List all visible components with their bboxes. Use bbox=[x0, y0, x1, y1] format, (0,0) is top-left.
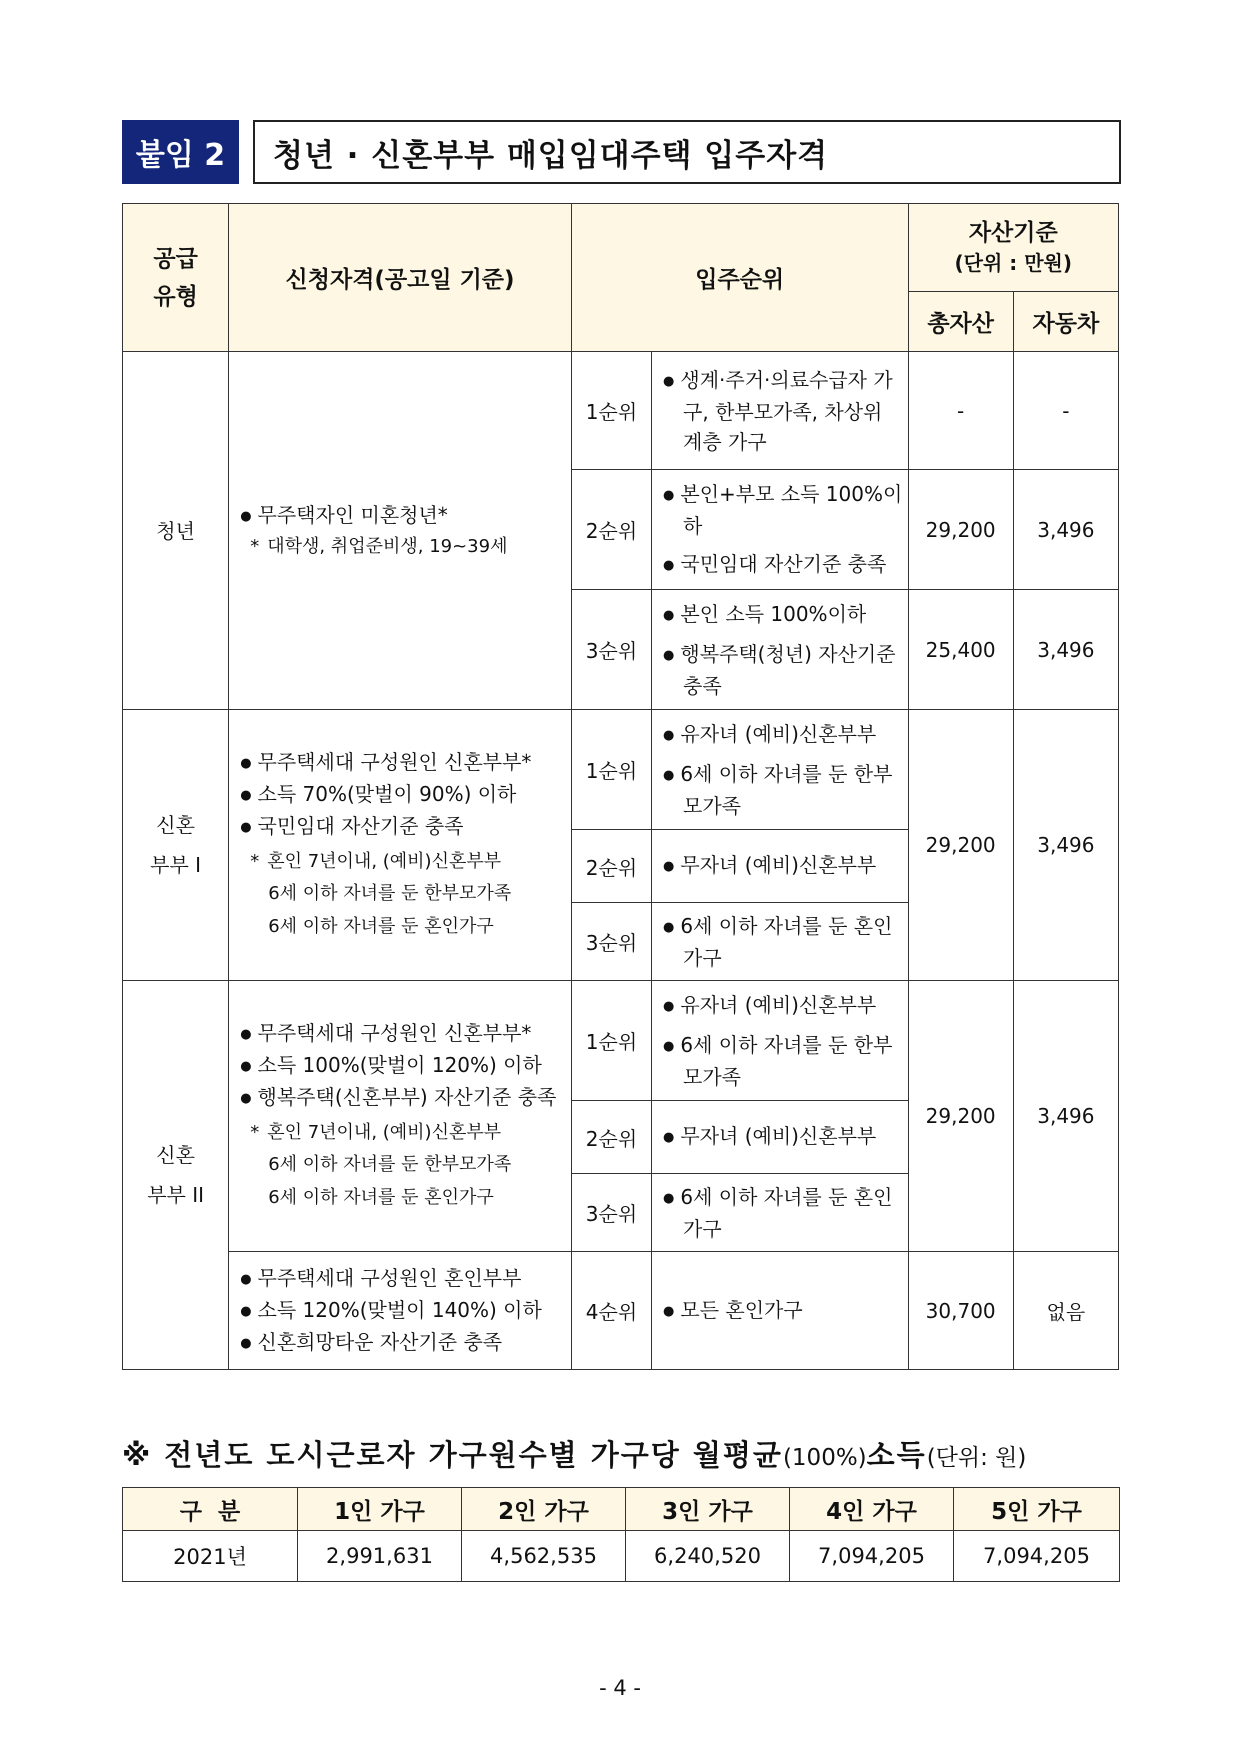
rank-label: 3순위 bbox=[571, 590, 651, 710]
youth-note: * 대학생, 취업준비생, 19~39세 bbox=[250, 535, 508, 557]
rank-label: 1순위 bbox=[571, 710, 651, 830]
attachment-badge: 붙임 2 bbox=[122, 120, 239, 184]
col-total-assets: 총자산 bbox=[908, 292, 1013, 352]
table-row bbox=[123, 710, 1119, 830]
income-table bbox=[122, 1487, 1120, 1582]
vehicle-value: 3,496 bbox=[1013, 981, 1118, 1252]
col-priority: 입주순위 bbox=[571, 204, 908, 352]
vehicle-value: - bbox=[1013, 352, 1118, 470]
rank-label: 3순위 bbox=[571, 1174, 651, 1252]
total-assets-value: 30,700 bbox=[908, 1252, 1013, 1370]
type-newlywed-1: 신혼 부부 I bbox=[123, 710, 229, 981]
type-youth: 청년 bbox=[123, 352, 229, 710]
rank-desc: ● 유자녀 (예비)신혼부부 ● 6세 이하 자녀를 둔 한부모가족 bbox=[652, 981, 909, 1101]
eligibility-table bbox=[122, 203, 1119, 1370]
rank-label: 3순위 bbox=[571, 903, 651, 981]
col-qualification: 신청자격(공고일 기준) bbox=[229, 204, 572, 352]
page-header bbox=[122, 120, 1122, 184]
rank-desc: ● 유자녀 (예비)신혼부부 ● 6세 이하 자녀를 둔 한부모가족 bbox=[652, 710, 909, 830]
rank-desc: ● 본인 소득 100%이하 ● 행복주택(청년) 자산기준 충족 bbox=[652, 590, 909, 710]
rank-label: 4순위 bbox=[571, 1252, 651, 1370]
rank-label: 1순위 bbox=[571, 981, 651, 1101]
income-section-title: ※ 전년도 도시근로자 가구원수별 가구당 월평균(100%)소득(단위: 원) bbox=[122, 1438, 1027, 1472]
col-asset-criteria bbox=[908, 204, 1118, 292]
rank-desc: ● 모든 혼인가구 bbox=[652, 1252, 909, 1370]
vehicle-value: 3,496 bbox=[1013, 710, 1118, 981]
total-assets-value: 29,200 bbox=[908, 470, 1013, 590]
list-item: ● 무주택자인 미혼청년* bbox=[240, 500, 570, 532]
page-number: - 4 - bbox=[599, 1676, 641, 1700]
vehicle-value: 3,496 bbox=[1013, 590, 1118, 710]
rank-label: 2순위 bbox=[571, 470, 651, 590]
asset-criteria-label: 자산기준 bbox=[968, 219, 1058, 246]
rank-desc: ● 생계·주거·의료수급자 가구, 한부모가족, 차상위 계층 가구 bbox=[652, 352, 909, 470]
rank-desc: ● 6세 이하 자녀를 둔 혼인 가구 bbox=[652, 1174, 909, 1252]
rank-desc: ● 무자녀 (예비)신혼부부 bbox=[652, 830, 909, 903]
youth-qualification bbox=[229, 352, 572, 710]
table-row bbox=[123, 981, 1119, 1101]
vehicle-value: 3,496 bbox=[1013, 470, 1118, 590]
rank-desc: ● 6세 이하 자녀를 둔 혼인 가구 bbox=[652, 903, 909, 981]
table-row bbox=[123, 1252, 1119, 1370]
table-row bbox=[123, 352, 1119, 470]
col-supply-type: 공급 유형 bbox=[123, 204, 229, 352]
newlywed-2-rank4-qualification: ● 무주택세대 구성원인 혼인부부 ● 소득 120%(맞벌이 140%) 이하 ● 신혼희망타운 자산기준 충족 bbox=[229, 1252, 572, 1370]
rank-desc: ● 무자녀 (예비)신혼부부 bbox=[652, 1101, 909, 1174]
total-assets-value: - bbox=[908, 352, 1013, 470]
col-vehicle: 자동차 bbox=[1013, 292, 1118, 352]
rank-label: 2순위 bbox=[571, 830, 651, 903]
type-newlywed-2: 신혼 부부 II bbox=[123, 981, 229, 1370]
income-header-row: 구 분 1인 가구 2인 가구 3인 가구 4인 가구 5인 가구 bbox=[123, 1488, 1120, 1531]
page-title: 청년 · 신혼부부 매입임대주택 입주자격 bbox=[253, 120, 1121, 184]
newlywed-2-qualification: ● 무주택세대 구성원인 신혼부부* ● 소득 100%(맞벌이 120%) 이하 ● 행복주택(신혼부부) 자산기준 충족 * 혼인 7년이내, (예비)신혼부부 6세 이하 자녀를 둔 한부모가족 6세 이하 자녀를 둔 혼인가구 bbox=[229, 981, 572, 1252]
total-assets-value: 29,200 bbox=[908, 710, 1013, 981]
rank-label: 2순위 bbox=[571, 1101, 651, 1174]
total-assets-value: 25,400 bbox=[908, 590, 1013, 710]
vehicle-value: 없음 bbox=[1013, 1252, 1118, 1370]
asset-criteria-unit: (단위 : 만원) bbox=[954, 250, 1073, 275]
rank-label: 1순위 bbox=[571, 352, 651, 470]
total-assets-value: 29,200 bbox=[908, 981, 1013, 1252]
income-data-row: 2021년 2,991,631 4,562,535 6,240,520 7,094,205 7,094,205 bbox=[123, 1531, 1120, 1582]
rank-desc: ● 본인+부모 소득 100%이하 ● 국민임대 자산기준 충족 bbox=[652, 470, 909, 590]
newlywed-1-qualification: ● 무주택세대 구성원인 신혼부부* ● 소득 70%(맞벌이 90%) 이하 ● 국민임대 자산기준 충족 * 혼인 7년이내, (예비)신혼부부 6세 이하 자녀를 둔 한부모가족 6세 이하 자녀를 둔 혼인가구 bbox=[229, 710, 572, 981]
